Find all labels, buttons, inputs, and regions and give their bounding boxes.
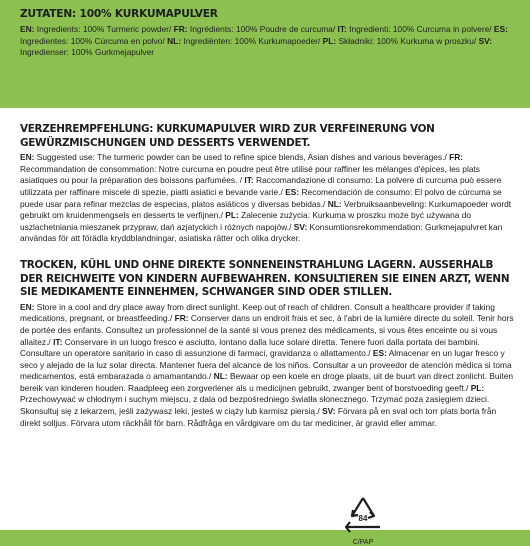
ingredients-translations	[20, 24, 518, 59]
translation-text: Ingredients: 100% Turmeric powder/	[34, 24, 174, 34]
translation-text: Recomendación de consumo: El polvo de cúrcuma se puede usar para refinar mezclas de especias, platos asiáticos y diversas bebidas./	[20, 186, 502, 209]
language-code: FR:	[173, 24, 188, 34]
translation-text: Bewaar op een koele en droge plaats, uit de buurt van direct zonlicht. Buiten bereik van kinderen houden. Raadpleeg een zorgverlener als u medicijnen gebruikt, zwanger bent of borstvoeding geeft./	[20, 371, 514, 393]
language-code: EN:	[20, 152, 35, 163]
translation-text: Ingrédients: 100% Poudre de curcuma/	[187, 24, 338, 34]
ingredients-band	[0, 0, 530, 108]
recycling-code-label: C/PAP	[352, 539, 374, 546]
usage-translations	[20, 152, 518, 245]
language-code: PL:	[322, 35, 337, 46]
translation-text: Przechowywać w chłodnym i suchym miejscu, z dala od bezpośredniego światła słonecznego. Trzymać poza zasięgiem dzieci. Skonsultuj się z lekarzem, jeśli zażywasz leki, jesteś w ciąży lub karmisz piersią./	[20, 394, 490, 417]
recycling-triangle-icon	[338, 494, 388, 538]
info-panel	[0, 108, 530, 546]
translation-text: Ingredientes: 100% Cúrcuma en polvo/	[20, 35, 168, 46]
translation-text: Förvara på en sval och torr plats borta från direkt solljus.	[20, 406, 497, 428]
translation-text: Recommandation de consommation: Notre curcuma en poudre peut être utilisé pour raffiner les mélanges d'épices, les plats asiatiques ou pour la préparation des boissons parfumées. /	[20, 163, 480, 186]
language-code: EN:	[20, 24, 35, 34]
translation-text: Ingrediënten: 100% Kurkumapoeder/	[181, 35, 323, 46]
translation-text: Almacenar en un lugar fresco y seco y alejado de la luz solar directa. Mantener fuera del alcance de los niños. Consultar a un proveedor de atención médica si toma medicamentos, está embarazada o amamantando./	[20, 348, 512, 382]
language-code: IT:	[53, 336, 63, 347]
language-code: SV:	[293, 221, 308, 232]
recycling-code-number: 84	[358, 514, 368, 523]
language-code: SV:	[322, 406, 336, 417]
storage-translations	[20, 302, 518, 430]
language-code: EN:	[20, 301, 35, 312]
language-code: ES:	[372, 348, 387, 359]
language-code: FR:	[449, 152, 464, 163]
translation-text: Zalecenie zużycia: Kurkuma w proszku może być używana do uszlachetniania mieszanek przypraw, dań azjatyckich i różnych napojów./	[20, 210, 472, 232]
language-code: ES:	[285, 186, 300, 197]
translation-text: Conservare in un luogo fresco e asciutto, lontano dalla luce solare diretta. Tenere fuori dalla portata dei bambini. Consultare un operatore sanitario in caso di assunzione di farmaci, gravidanza o allattamento./	[20, 336, 480, 359]
language-code: NL:	[327, 198, 342, 209]
translation-text: Store in a cool and dry place away from direct sunlight. Keep out of reach of children. Consult a healthcare provider if taking medications, pregnant, or breastfeeding./	[20, 301, 495, 324]
translation-text: Konsumtionsrekommendation: Gurkmejapulvret kan användas för att förädla kryddblandningar, asiatiska rätter och olika drycker.	[20, 221, 503, 244]
language-code: NL:	[167, 35, 182, 46]
language-code: SV:	[478, 35, 493, 46]
translation-text: Raccomandazione di consumo: La polvere di curcuma può essere utilizzata per raffinare miscele di spezie, piatti asiatici e bevande varie./	[20, 175, 502, 197]
language-code: ES:	[493, 24, 508, 34]
language-code: PL:	[225, 210, 239, 221]
language-code: IT:	[244, 175, 254, 186]
translation-text: Conserver dans un endroit frais et sec, à l'abri de la lumière directe du soleil. Tenir hors de portée des enfants. Consultez un professionnel de la santé si vous prenez des médicaments, si vous êtes enceinte ou si vous allaitez./	[20, 313, 514, 347]
ingredients-title: ZUTATEN: 100% KURKUMAPULVER	[20, 8, 218, 20]
language-code: NL:	[213, 371, 228, 382]
usage-heading: VERZEHREMPFEHLUNG: KURKUMAPULVER WIRD ZUR VERFEINERUNG VON GEWÜRZMISCHUNGEN UND DESSERTS VERWENDET.	[20, 123, 435, 149]
translation-text: Składniki: 100% Kurkuma w proszku/	[336, 35, 479, 46]
storage-translation-tail: Förvara utom räckhåll för barn. Rådfråga en vårdgivare om du tar mediciner, är gravid eller ammar.	[68, 417, 437, 428]
translation-text: Ingredienti: 100% Curcuma in polvere/	[346, 24, 494, 34]
language-code: FR:	[174, 313, 189, 324]
translation-text: Ingredienser: 100% Gurkmejapulver	[20, 47, 155, 58]
translation-text: Verbruiksaanbeveling: Kurkumapoeder wordt gebruikt om kruidenmengsels en desserts te verfijnen./	[20, 198, 512, 221]
info-panel-content	[20, 123, 518, 429]
ingredients-section	[20, 8, 518, 59]
storage-heading: TROCKEN, KÜHL UND OHNE DIREKTE SONNENEINSTRAHLUNG LAGERN. AUSSERHALB DER REICHWEITE VON KINDERN AUFBEWAHREN. KONSULTIEREN SIE EINEN ARZT, WENN SIE MEDIKAMENTE EINNEHMEN, SCHWANGER SIND ODER STILLEN.	[20, 258, 510, 299]
language-code: IT:	[337, 24, 347, 34]
language-code: PL:	[470, 382, 485, 393]
translation-text: Suggested use: The turmeric powder can be used to refine spice blends, Asian dishes and various beverages./	[34, 152, 450, 163]
